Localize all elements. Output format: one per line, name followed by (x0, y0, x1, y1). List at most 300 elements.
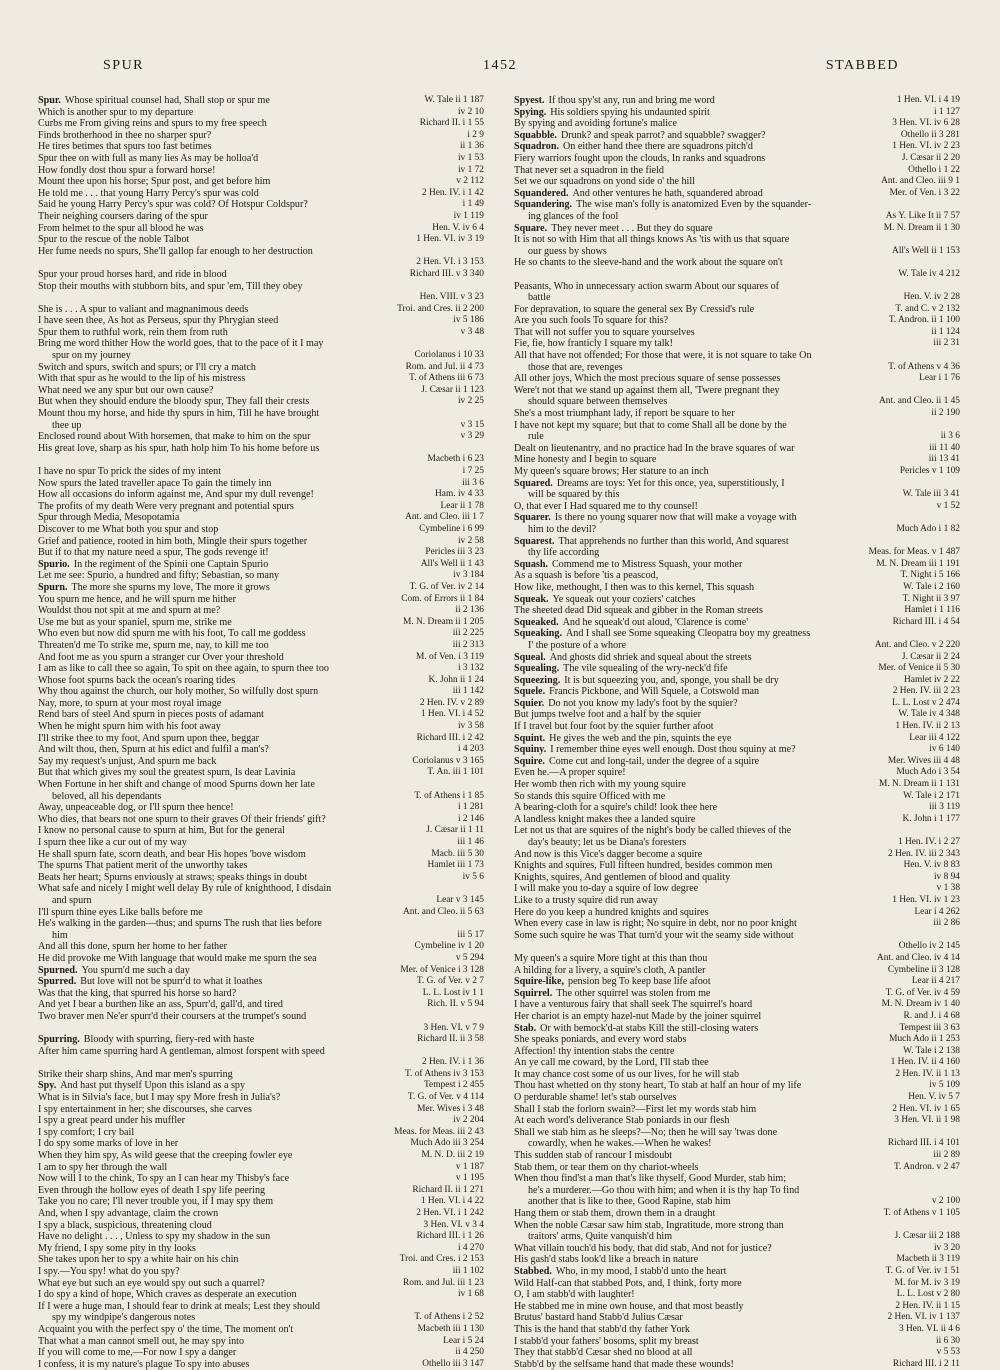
quotation: He shall spurn fate, scorn death, and bear His hopes 'bove wisdom (38, 848, 306, 860)
quotation: another that is like to thee, Good Rapine, stab him (528, 1196, 731, 1208)
concordance-line (514, 640, 960, 652)
concordance-line (38, 825, 484, 837)
quotation: I have not kept my square; but that to come Shall all be done by the (514, 419, 787, 431)
quotation-text (514, 1173, 842, 1185)
quotation: And I shall see Some squeaking Cleopatra boy my greatness (565, 628, 811, 640)
concordance-line (38, 1092, 484, 1104)
concordance-line (38, 501, 484, 513)
play-reference: J. Cæsar ii 2 20 (901, 152, 960, 163)
quotation: She is . . . A spur to valiant and magnanimous deeds (38, 303, 249, 315)
quotation: If you will come to me,—For now I spy a danger (38, 1347, 237, 1359)
quotation-text (528, 396, 842, 408)
quotation-text (514, 257, 842, 269)
play-reference: 3 Hen. VI. iv 6 28 (892, 118, 960, 129)
concordance-line (38, 431, 484, 443)
quotation-text (514, 779, 842, 791)
concordance-line (514, 883, 960, 895)
quotation-text (528, 837, 842, 849)
quotation-text (514, 1057, 842, 1069)
concordance-line (38, 930, 484, 942)
quotation: Even he.—A proper squire! (514, 767, 626, 779)
left-column (38, 95, 484, 1370)
concordance-line (514, 860, 960, 872)
concordance-line (38, 315, 484, 327)
play-reference: Ant. and Cleo. iii 9 1 (881, 176, 960, 187)
concordance-line (38, 849, 484, 861)
headword: Squiny. (514, 744, 547, 756)
concordance-line (514, 605, 960, 617)
quotation: Enclosed round about With horsemen, that make to him on the spur (38, 431, 311, 443)
quotation-text (38, 640, 366, 652)
play-reference: Richard II. ii 3 58 (417, 1034, 484, 1045)
quotation-text (514, 1301, 842, 1313)
concordance-line (514, 478, 960, 490)
quotation: Bring me word thither How the world goes, that to the pace of it I may (38, 338, 324, 350)
play-reference: Much Ado ii 1 253 (889, 1034, 960, 1045)
headword: Stab. (514, 1022, 537, 1034)
quotation: Come cut and long-tail, under the degree of a squire (548, 755, 760, 767)
headword: Squarest. (514, 535, 555, 547)
quotation-text (38, 872, 366, 884)
quotation-text (514, 95, 842, 107)
quotation-text (38, 246, 366, 258)
play-reference: W. Tale iv 4 212 (898, 268, 960, 279)
quotation-text (514, 1359, 842, 1370)
quotation-text (38, 1231, 366, 1243)
quotation: Were't not that we stand up against them all, 'Twere pregnant they (514, 384, 780, 396)
play-reference: Othello iii 3 147 (422, 1358, 484, 1369)
concordance-line (38, 165, 484, 177)
concordance-line (38, 420, 484, 432)
quotation-text (514, 1046, 842, 1058)
concordance-line (514, 849, 960, 861)
quotation-text (514, 999, 842, 1011)
play-reference: W. Tale iii 3 41 (902, 489, 960, 500)
quotation-text (38, 744, 366, 756)
concordance-line (38, 976, 484, 988)
concordance-line (514, 907, 960, 919)
quotation: I spy a black, suspicious, threatening cloud (38, 1219, 212, 1231)
quotation-text (514, 744, 842, 756)
quotation-text (514, 153, 842, 165)
concordance-line (514, 686, 960, 698)
play-reference: M. for M. iv 3 19 (894, 1277, 960, 1288)
quotation-text (514, 118, 842, 130)
quotation-text (514, 767, 842, 779)
quotation-text (38, 675, 366, 687)
concordance-line (38, 1289, 484, 1301)
play-reference: Richard II. i 1 55 (419, 118, 484, 129)
quotation-text (514, 1115, 842, 1127)
concordance-line (514, 767, 960, 779)
quotation: It is not so with Him that all things knows As 'tis with us that square (514, 234, 790, 246)
quotation: him (52, 929, 68, 941)
quotation: When the noble Cæsar saw him stab, Ingratitude, more strong than (514, 1219, 784, 1231)
concordance-line (514, 327, 960, 339)
play-reference: 3 Hen. VI. ii 1 98 (894, 1115, 960, 1126)
play-reference: W. Tale iv 4 348 (898, 709, 960, 720)
play-reference: 2 Hen. VI. i 3 153 (416, 257, 484, 268)
play-reference: v 2 112 (456, 176, 484, 187)
quotation-text (528, 1196, 842, 1208)
concordance-line (38, 1162, 484, 1174)
play-reference: iii 1 46 (457, 837, 484, 847)
play-reference: T. of Athens iv 3 153 (405, 1068, 484, 1079)
play-reference: Rom. and Jul. iii 1 23 (403, 1277, 484, 1288)
quotation: Acquaint you with the perfect spy o' the time, The moment on't (38, 1323, 294, 1335)
concordance-line (38, 1278, 484, 1290)
quotation-text (514, 1312, 842, 1324)
concordance-line (514, 547, 960, 559)
play-reference: iv 1 72 (457, 164, 484, 175)
play-reference: Lear ii 1 78 (440, 500, 484, 511)
quotation-text (514, 373, 842, 385)
concordance-line (514, 141, 960, 153)
quotation: Whose foot spurns back the ocean's roaring tides (38, 674, 236, 686)
play-reference: iii 2 313 (452, 639, 484, 650)
quotation: Say my request's unjust, And spurn me back (38, 755, 217, 767)
play-reference: Othello i 1 22 (908, 164, 960, 175)
quotation-text (38, 95, 366, 107)
concordance-line (514, 779, 960, 791)
play-reference: iv 3 184 (453, 570, 484, 581)
concordance-line (514, 107, 960, 119)
play-reference: W. Tale i 2 171 (903, 790, 960, 801)
concordance-line (38, 814, 484, 826)
quotation: Fie, fie, how franticly I square my talk! (514, 338, 673, 350)
quotation: Peasants, Who in unnecessary action swarm About our squares of (514, 280, 779, 292)
play-reference: Hen. V. iv 8 83 (903, 860, 960, 871)
quotation-text (514, 802, 842, 814)
concordance-line (514, 257, 960, 269)
quotation-text (514, 652, 842, 664)
quotation: Or with bemock'd-at stabs Kill the still-closing waters (540, 1022, 759, 1034)
concordance-line (38, 1115, 484, 1127)
quotation: Which is another spur to my departure (38, 106, 194, 118)
concordance-line (38, 733, 484, 745)
play-reference: M. of Ven. i 3 119 (416, 651, 484, 662)
play-reference: Rom. and Jul. ii 4 73 (405, 361, 484, 372)
concordance-line (38, 802, 484, 814)
play-reference: T. Night ii 3 97 (902, 593, 960, 604)
concordance-line (514, 825, 960, 837)
concordance-line (38, 756, 484, 768)
quotation: When Fortune in her shift and change of mood Spurns down her late (38, 779, 315, 791)
quotation: Shall we stab him as he sleeps?—No; then he will say 'twas done (514, 1126, 778, 1138)
headword: Squeezing. (514, 674, 561, 686)
concordance-line (514, 1138, 960, 1150)
concordance-line (38, 1173, 484, 1185)
play-reference: v 1 195 (455, 1173, 484, 1184)
quotation: Now spurs the lated traveller apace To gain the timely inn (38, 477, 272, 489)
play-reference: Pericles v 1 109 (899, 466, 960, 476)
quotation: beloved, all his dependants (52, 790, 162, 802)
play-reference: v 5 294 (455, 952, 484, 963)
quotation: Brutus' bastard hand Stabb'd Julius Cæsar (514, 1312, 683, 1324)
quotation-text (514, 338, 842, 350)
play-reference: v 2 100 (931, 1196, 960, 1207)
headword: Squandering. (514, 199, 573, 211)
concordance-line (38, 1150, 484, 1162)
quotation: Ye squeak out your coziers' catches (552, 593, 696, 605)
quotation: And ghosts did shriek and squeal about the streets (549, 651, 752, 663)
quotation-text (38, 953, 366, 965)
headword: Spyest. (514, 95, 545, 106)
quotation-text (514, 675, 842, 687)
play-reference: L. L. Lost iv 1 1 (422, 987, 484, 998)
concordance-line (38, 373, 484, 385)
quotation-text (514, 408, 842, 420)
headword: Spurn. (38, 581, 68, 593)
concordance-line (38, 941, 484, 953)
concordance-line (514, 443, 960, 455)
concordance-line (514, 617, 960, 629)
concordance-line (38, 396, 484, 408)
concordance-line (38, 153, 484, 165)
quotation: I spy comfort; I cry bail (38, 1126, 135, 1138)
play-reference: 1 Hen. VI. iv 1 23 (892, 894, 960, 905)
concordance-line (514, 165, 960, 177)
play-reference: ii 2 190 (931, 408, 960, 419)
play-reference: M. N. Dream iv 1 40 (881, 999, 960, 1010)
quotation-text (514, 234, 842, 246)
quotation: Commend me to Mistress Squash, your mother (551, 558, 743, 570)
concordance-line (514, 895, 960, 907)
play-reference: W. Tale i 2 160 (903, 581, 960, 592)
quotation-text (52, 895, 366, 907)
concordance-line (514, 1046, 960, 1058)
concordance-line (38, 141, 484, 153)
quotation-text (514, 849, 842, 861)
quotation-text (514, 1254, 842, 1266)
concordance-line (38, 281, 484, 293)
quotation: You spurn me hence, and he will spurn me hither (38, 593, 237, 605)
play-reference: Ant. and Cleo. ii 5 63 (403, 906, 484, 917)
concordance-line (38, 744, 484, 756)
quotation-text (514, 165, 842, 177)
quotation-text (38, 652, 366, 664)
play-reference: L. L. Lost v 2 80 (896, 1289, 960, 1300)
quotation-text (38, 1196, 366, 1208)
quotation-text (38, 686, 366, 698)
play-reference: T. of Athens i 2 52 (414, 1312, 484, 1323)
quotation: and spurn (52, 894, 92, 906)
headword: Squash. (514, 558, 548, 570)
concordance-line (514, 489, 960, 501)
quotation: When thou find'st a man that's like thyself, Good Murder, stab him; (514, 1173, 787, 1185)
concordance-line (514, 362, 960, 374)
quotation-text (514, 304, 842, 316)
play-reference: W. Tale i 2 138 (903, 1045, 960, 1056)
quotation-text (38, 1034, 366, 1046)
quotation: Spur through Media, Mesopotamia (38, 512, 180, 524)
quotation-text (514, 176, 842, 188)
quotation-text (514, 107, 842, 119)
quotation: I spy a great peard under his muffler (38, 1115, 185, 1127)
quotation: Threaten'd me To strike me, spurn me, nay, to kill me too (38, 639, 269, 651)
quotation-text (38, 478, 366, 490)
quotation: This sudden stab of rancour I misdoubt (514, 1150, 673, 1162)
quotation-text (514, 756, 842, 768)
play-reference: M. N. Dream ii 1 30 (883, 222, 960, 233)
quotation: And foot me as you spurn a stranger cur Over your threshold (38, 651, 284, 663)
play-reference: iii 2 86 (933, 918, 960, 929)
quotation: Who even but now did spurn me with his foot, To call me goddess (38, 628, 306, 640)
play-reference: iv 8 94 (933, 871, 960, 882)
play-reference: iv 3 58 (457, 721, 484, 732)
quotation-text (38, 107, 366, 119)
concordance-line (514, 408, 960, 420)
quotation: And, when I spy advantage, claim the crown (38, 1208, 219, 1219)
quotation: Grief and patience, rooted in him both, Mingle their spurs together (38, 535, 308, 547)
play-reference: 1 Hen. VI. i 4 19 (896, 95, 960, 105)
quotation: Stop their mouths with stubborn bits, and spur 'em, Till they obey (38, 280, 303, 292)
concordance-line (514, 1324, 960, 1336)
quotation-text (38, 837, 366, 849)
quotation-text (514, 1034, 842, 1046)
quotation: Let not us that are squires of the night's body be called thieves of the (514, 825, 792, 837)
play-reference: Richard III. i 2 42 (416, 732, 484, 743)
concordance-line (38, 269, 484, 281)
play-reference: J. Cæsar ii 2 24 (901, 651, 960, 662)
quotation-text (528, 431, 842, 443)
quotation-text (38, 559, 366, 571)
concordance-line (514, 350, 960, 362)
quotation: Are you such fools To square for this? (514, 315, 669, 327)
play-reference: K. John i 1 177 (902, 813, 960, 824)
concordance-line (38, 524, 484, 536)
quotation: I remember thine eyes well enough. Dost thou squiny at me? (550, 744, 796, 756)
quotation-text (38, 605, 366, 617)
concordance-line (514, 675, 960, 687)
quotation: Wild Half-can that stabbed Pots, and, I think, forty more (514, 1277, 742, 1289)
concordance-line (38, 837, 484, 849)
quotation: he's a murderer.—Go thou with him; and when it is thy hap To find (528, 1184, 800, 1196)
quotation: spur on my journey (52, 350, 131, 362)
play-reference: i 2 9 (467, 129, 484, 140)
quotation: I spurn thee like a cur out of my way (38, 837, 187, 848)
quotation-text (514, 860, 842, 872)
headword: Squier. (514, 697, 545, 709)
quotation: His gash'd stabs look'd like a breach in nature (514, 1254, 699, 1266)
concordance-line (38, 536, 484, 548)
quotation: O perdurable shame! let's stab ourselves (514, 1092, 677, 1104)
quotation: The other squirrel was stolen from me (556, 987, 711, 999)
quotation-text (38, 756, 366, 768)
play-reference: T. and C. v 2 132 (895, 303, 960, 314)
play-reference: 2 Hen. VI. i 1 242 (416, 1208, 484, 1218)
headword: Squeak. (514, 593, 549, 605)
concordance-line (38, 211, 484, 223)
concordance-line (38, 698, 484, 710)
quotation: What safe and nicely I might well delay By rule of knighthood, I disdain (38, 883, 332, 895)
quotation-text (38, 141, 366, 153)
play-reference: W. Tale ii 1 187 (424, 95, 484, 105)
play-reference: Much Ado iii 3 254 (410, 1138, 484, 1149)
concordance-line (514, 454, 960, 466)
quotation-text (514, 350, 842, 362)
concordance-line (514, 1278, 960, 1290)
quotation: thee up (52, 419, 82, 431)
play-reference: v 3 15 (460, 419, 484, 430)
quotation-text (514, 1266, 842, 1278)
quotation-text (38, 466, 366, 478)
quotation-text (514, 733, 842, 745)
quotation-text (38, 849, 366, 861)
play-reference: T. Andron. v 2 47 (894, 1161, 960, 1172)
play-reference: J. Cæsar ii 1 11 (426, 825, 484, 836)
quotation: What villain touch'd his body, that did stab, And not for justice? (514, 1242, 772, 1254)
concordance-line (38, 779, 484, 791)
play-reference: Macbeth iii 1 130 (417, 1323, 484, 1334)
concordance-line (514, 698, 960, 710)
quotation: That will not suffer you to square yourselves (514, 326, 695, 338)
quotation: His soldiers spying his undaunted spirit (550, 106, 710, 118)
quotation: A hilding for a livery, a squire's cloth, A pantler (514, 964, 706, 976)
quotation: I have seen thee, As hot as Perseus, spur thy Phrygian steed (38, 315, 279, 327)
concordance-line (38, 338, 484, 350)
quotation: Even through the hollow eyes of death I spy life peering (38, 1184, 266, 1196)
concordance-line (514, 837, 960, 849)
quotation: Use me but as your spaniel, spurn me, strike me (38, 616, 232, 628)
play-reference: iii 3 6 (462, 477, 484, 488)
concordance-line (38, 1231, 484, 1243)
concordance-line (38, 304, 484, 316)
play-reference: Lear i 4 262 (914, 906, 960, 917)
play-reference: Pericles iii 3 23 (425, 547, 484, 558)
concordance-line (38, 1104, 484, 1116)
concordance-line (38, 1034, 484, 1046)
quotation-text (38, 918, 366, 930)
quotation-text (38, 1289, 366, 1301)
quotation: But that which gives my soul the greatest spurn, Is dear Lavinia (38, 767, 296, 779)
concordance-line (514, 570, 960, 582)
concordance-line (38, 547, 484, 559)
play-reference: v 1 38 (936, 883, 960, 894)
play-reference: i 1 281 (457, 802, 484, 813)
play-reference: Tempest iii 3 63 (899, 1022, 960, 1033)
concordance-line (38, 1046, 484, 1058)
quotation: Let me see: Spurio, a hundred and fifty; Sebastian, so many (38, 570, 280, 582)
quotation-text (514, 1127, 842, 1139)
quotation-text (514, 698, 842, 710)
play-reference: Richard III. v 3 340 (409, 268, 484, 279)
concordance-line (514, 1359, 960, 1370)
quotation-text (38, 883, 366, 895)
concordance-line (514, 501, 960, 513)
play-reference: iii 2 225 (452, 628, 484, 639)
concordance-line (38, 1324, 484, 1336)
quotation-text (38, 396, 366, 408)
quotation-text (514, 327, 842, 339)
quotation-text (514, 582, 842, 594)
concordance-line (38, 107, 484, 119)
concordance-line (514, 1289, 960, 1301)
quotation: I' the posture of a whore (528, 639, 626, 651)
concordance-line (514, 652, 960, 664)
quotation-text (38, 1104, 366, 1116)
play-reference: i 1 49 (462, 199, 484, 210)
quotation: Francis Pickbone, and Will Squele, a Cotswold man (549, 686, 760, 698)
quotation-text (514, 814, 842, 826)
quotation-text (38, 663, 366, 675)
headword: Squandered. (514, 187, 569, 199)
quotation: They that stabb'd Cæsar shed no blood at all (514, 1347, 693, 1359)
play-reference: v 5 53 (936, 1347, 960, 1358)
concordance-line (38, 1057, 484, 1069)
concordance-line (38, 478, 484, 490)
quotation-text (514, 570, 842, 582)
